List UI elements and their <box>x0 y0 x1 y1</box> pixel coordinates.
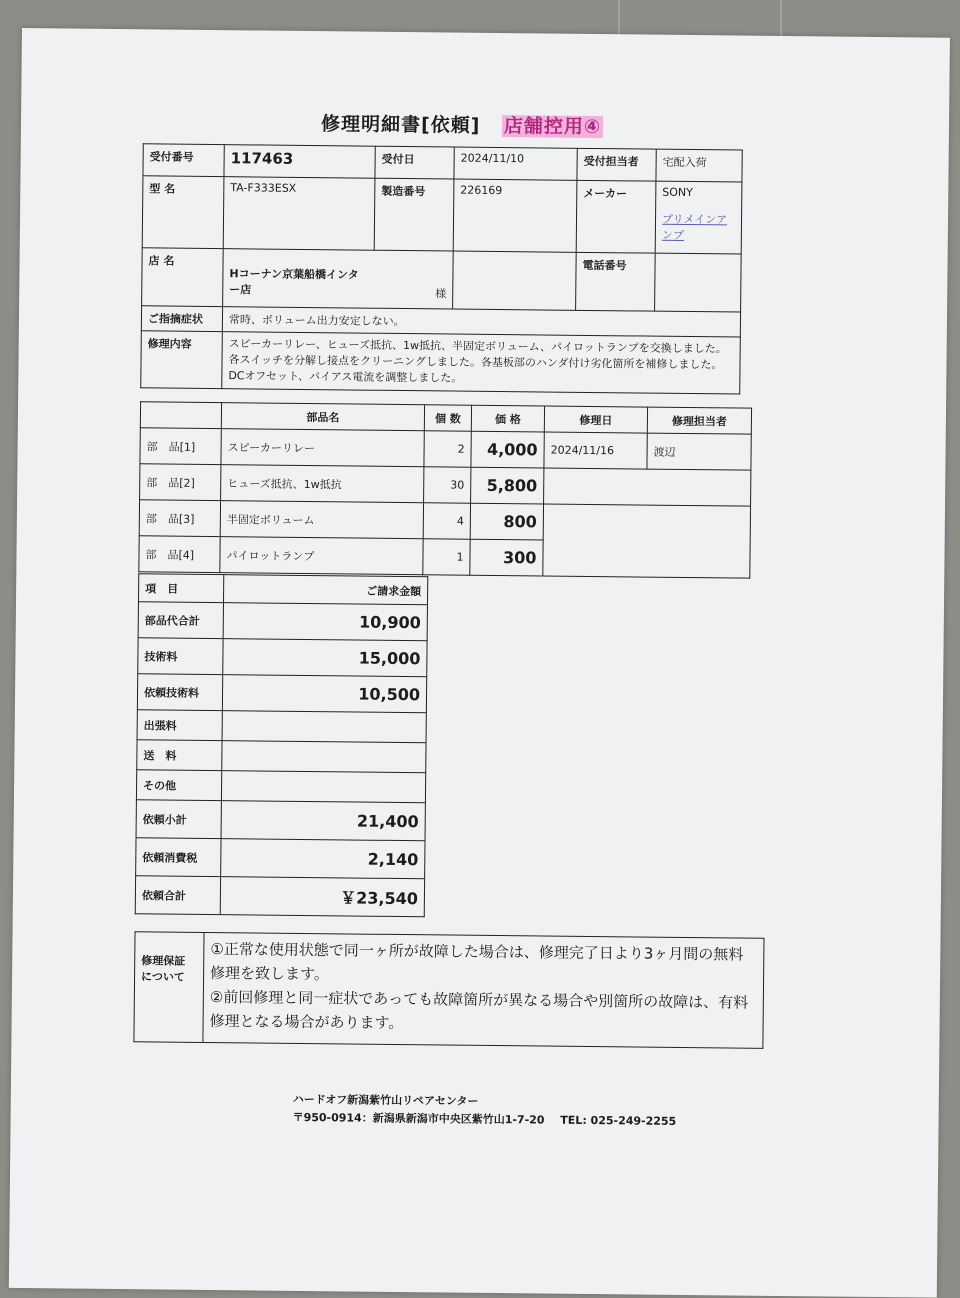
repair-statement-sheet <box>9 28 950 1298</box>
billing-row-label: 送 料 <box>137 740 222 771</box>
part-qty: 30 <box>424 467 471 503</box>
part-name: ヒューズ抵抗、1w抵抗 <box>221 465 424 503</box>
parts-header-technician: 修理担当者 <box>647 407 751 434</box>
parts-header-qty: 個 数 <box>424 405 471 431</box>
billing-row-value: 10,500 <box>222 675 426 713</box>
serial: 226169 <box>453 179 577 252</box>
receiver-label: 受付担当者 <box>577 148 656 181</box>
part-price: 800 <box>470 503 543 540</box>
symptom-label: ご指摘症状 <box>141 306 222 332</box>
footer-company: ハードオフ新潟紫竹山リペアセンター <box>292 1092 479 1108</box>
warranty-label-line2: について <box>141 970 185 984</box>
warranty-label <box>134 932 204 1043</box>
table-row <box>137 674 426 713</box>
billing-row-label: 依頼合計 <box>135 876 220 915</box>
billing-row-value <box>222 741 426 773</box>
table-row <box>136 770 425 803</box>
parts-header-blank <box>140 402 221 429</box>
store-name: Hコーナン京葉船橋インター店 <box>229 267 359 297</box>
billing-table <box>135 573 429 917</box>
part-qty: 1 <box>423 539 470 575</box>
part-name: 半固定ボリューム <box>220 501 423 539</box>
billing-total-value: ￥23,540 <box>220 877 424 917</box>
footer-address-line <box>293 1109 677 1129</box>
honorific: 様 <box>435 287 447 301</box>
footer-tel: TEL: 025-249-2255 <box>560 1113 677 1128</box>
background-edge <box>780 0 782 40</box>
document-title <box>321 109 603 139</box>
table-row <box>136 838 425 879</box>
receipt-no-label: 受付番号 <box>143 144 224 177</box>
part-qty: 4 <box>423 503 470 539</box>
footer-address: 〒950-0914：新潟県新潟市中央区紫竹山1-7-20 <box>292 1110 545 1127</box>
part-qty: 2 <box>424 431 471 467</box>
part-blank <box>544 468 751 506</box>
header-table <box>140 143 743 394</box>
phone <box>655 253 742 312</box>
billing-row-value: 10,900 <box>223 603 427 641</box>
maker: SONY <box>662 185 693 200</box>
copy-label: 店舗控用④ <box>503 115 602 139</box>
receipt-date-label: 受付日 <box>375 146 454 179</box>
parts-header-repair-date: 修理日 <box>544 406 647 433</box>
maker-label: メーカー <box>576 180 656 253</box>
billing-row-label: 依頼消費税 <box>136 838 221 877</box>
billing-row-label: 技術料 <box>138 638 223 675</box>
phone-label: 電話番号 <box>576 252 656 311</box>
warranty-line1: ①正常な使用状態で同一ヶ所が故障した場合は、修理完了日より3ヶ月間の無料修理を致します。 <box>210 940 744 984</box>
maker-cell <box>655 181 742 254</box>
symptom: 常時、ボリューム出力安定しない。 <box>222 307 740 337</box>
parts-table <box>138 401 752 578</box>
warranty-text <box>203 932 764 1048</box>
repair-label: 修理内容 <box>141 331 223 389</box>
receiver: 宅配入荷 <box>656 149 742 182</box>
part-blank <box>543 504 751 578</box>
part-price: 5,800 <box>471 467 544 504</box>
billing-row-label: 部品代合計 <box>138 602 223 639</box>
table-row <box>137 740 426 773</box>
category-link[interactable]: プリメインアンプ <box>661 212 728 242</box>
table-row <box>138 638 427 677</box>
model-label: 型 名 <box>142 176 224 249</box>
table-row <box>136 800 425 841</box>
table-row <box>135 876 424 917</box>
repair-date: 2024/11/16 <box>544 432 647 469</box>
warranty-label-line1: 修理保証 <box>141 954 186 968</box>
parts-header-price: 価 格 <box>471 405 544 432</box>
part-name: パイロットランプ <box>220 537 423 575</box>
technician: 渡辺 <box>647 433 751 470</box>
part-label: 部 品[4] <box>139 536 220 573</box>
table-row <box>137 710 426 743</box>
part-label: 部 品[1] <box>140 428 221 465</box>
store-cell <box>223 249 454 309</box>
billing-row-value <box>221 771 425 803</box>
part-name: スピーカーリレー <box>221 429 424 467</box>
billing-row-label: 依頼小計 <box>136 800 221 839</box>
table-row <box>138 602 427 641</box>
store-blank <box>453 251 577 310</box>
receipt-no: 117463 <box>224 145 375 179</box>
warranty-line2: ②前回修理と同一症状であっても故障箇所が異なる場合や別箇所の故障は、有料修理となる場合があります。 <box>209 988 749 1033</box>
billing-item-label: 項 目 <box>138 574 223 603</box>
model: TA-F333ESX <box>223 177 375 251</box>
billing-row-label: 依頼技術料 <box>137 674 222 711</box>
billing-amount-label: ご請求金額 <box>223 575 427 605</box>
serial-label: 製造番号 <box>374 178 454 251</box>
receipt-date: 2024/11/10 <box>454 147 577 180</box>
billing-row-value: 2,140 <box>221 839 425 879</box>
billing-row-value: 21,400 <box>221 801 425 841</box>
part-label: 部 品[2] <box>140 464 221 501</box>
billing-row-value <box>222 711 426 743</box>
billing-row-label: その他 <box>136 770 221 801</box>
store-label: 店 名 <box>142 248 224 307</box>
part-label: 部 品[3] <box>139 500 220 537</box>
billing-row-value: 15,000 <box>223 639 427 677</box>
part-price: 300 <box>470 539 543 576</box>
billing-row-label: 出張料 <box>137 710 222 741</box>
part-price: 4,000 <box>471 431 544 468</box>
repair-text: スピーカーリレー、ヒューズ抵抗、1w抵抗、半固定ボリューム、パイロットランプを交換しました。各スイッチを分解し接点をクリーニングしました。各基板部のハンダ付け劣化箇所を補修しました。DCオフセット、バイアス電流を調整しました。 <box>222 332 741 394</box>
title-text: 修理明細書[依頼] <box>320 113 481 137</box>
warranty-box <box>133 931 764 1049</box>
parts-header-name: 部品名 <box>221 403 424 431</box>
